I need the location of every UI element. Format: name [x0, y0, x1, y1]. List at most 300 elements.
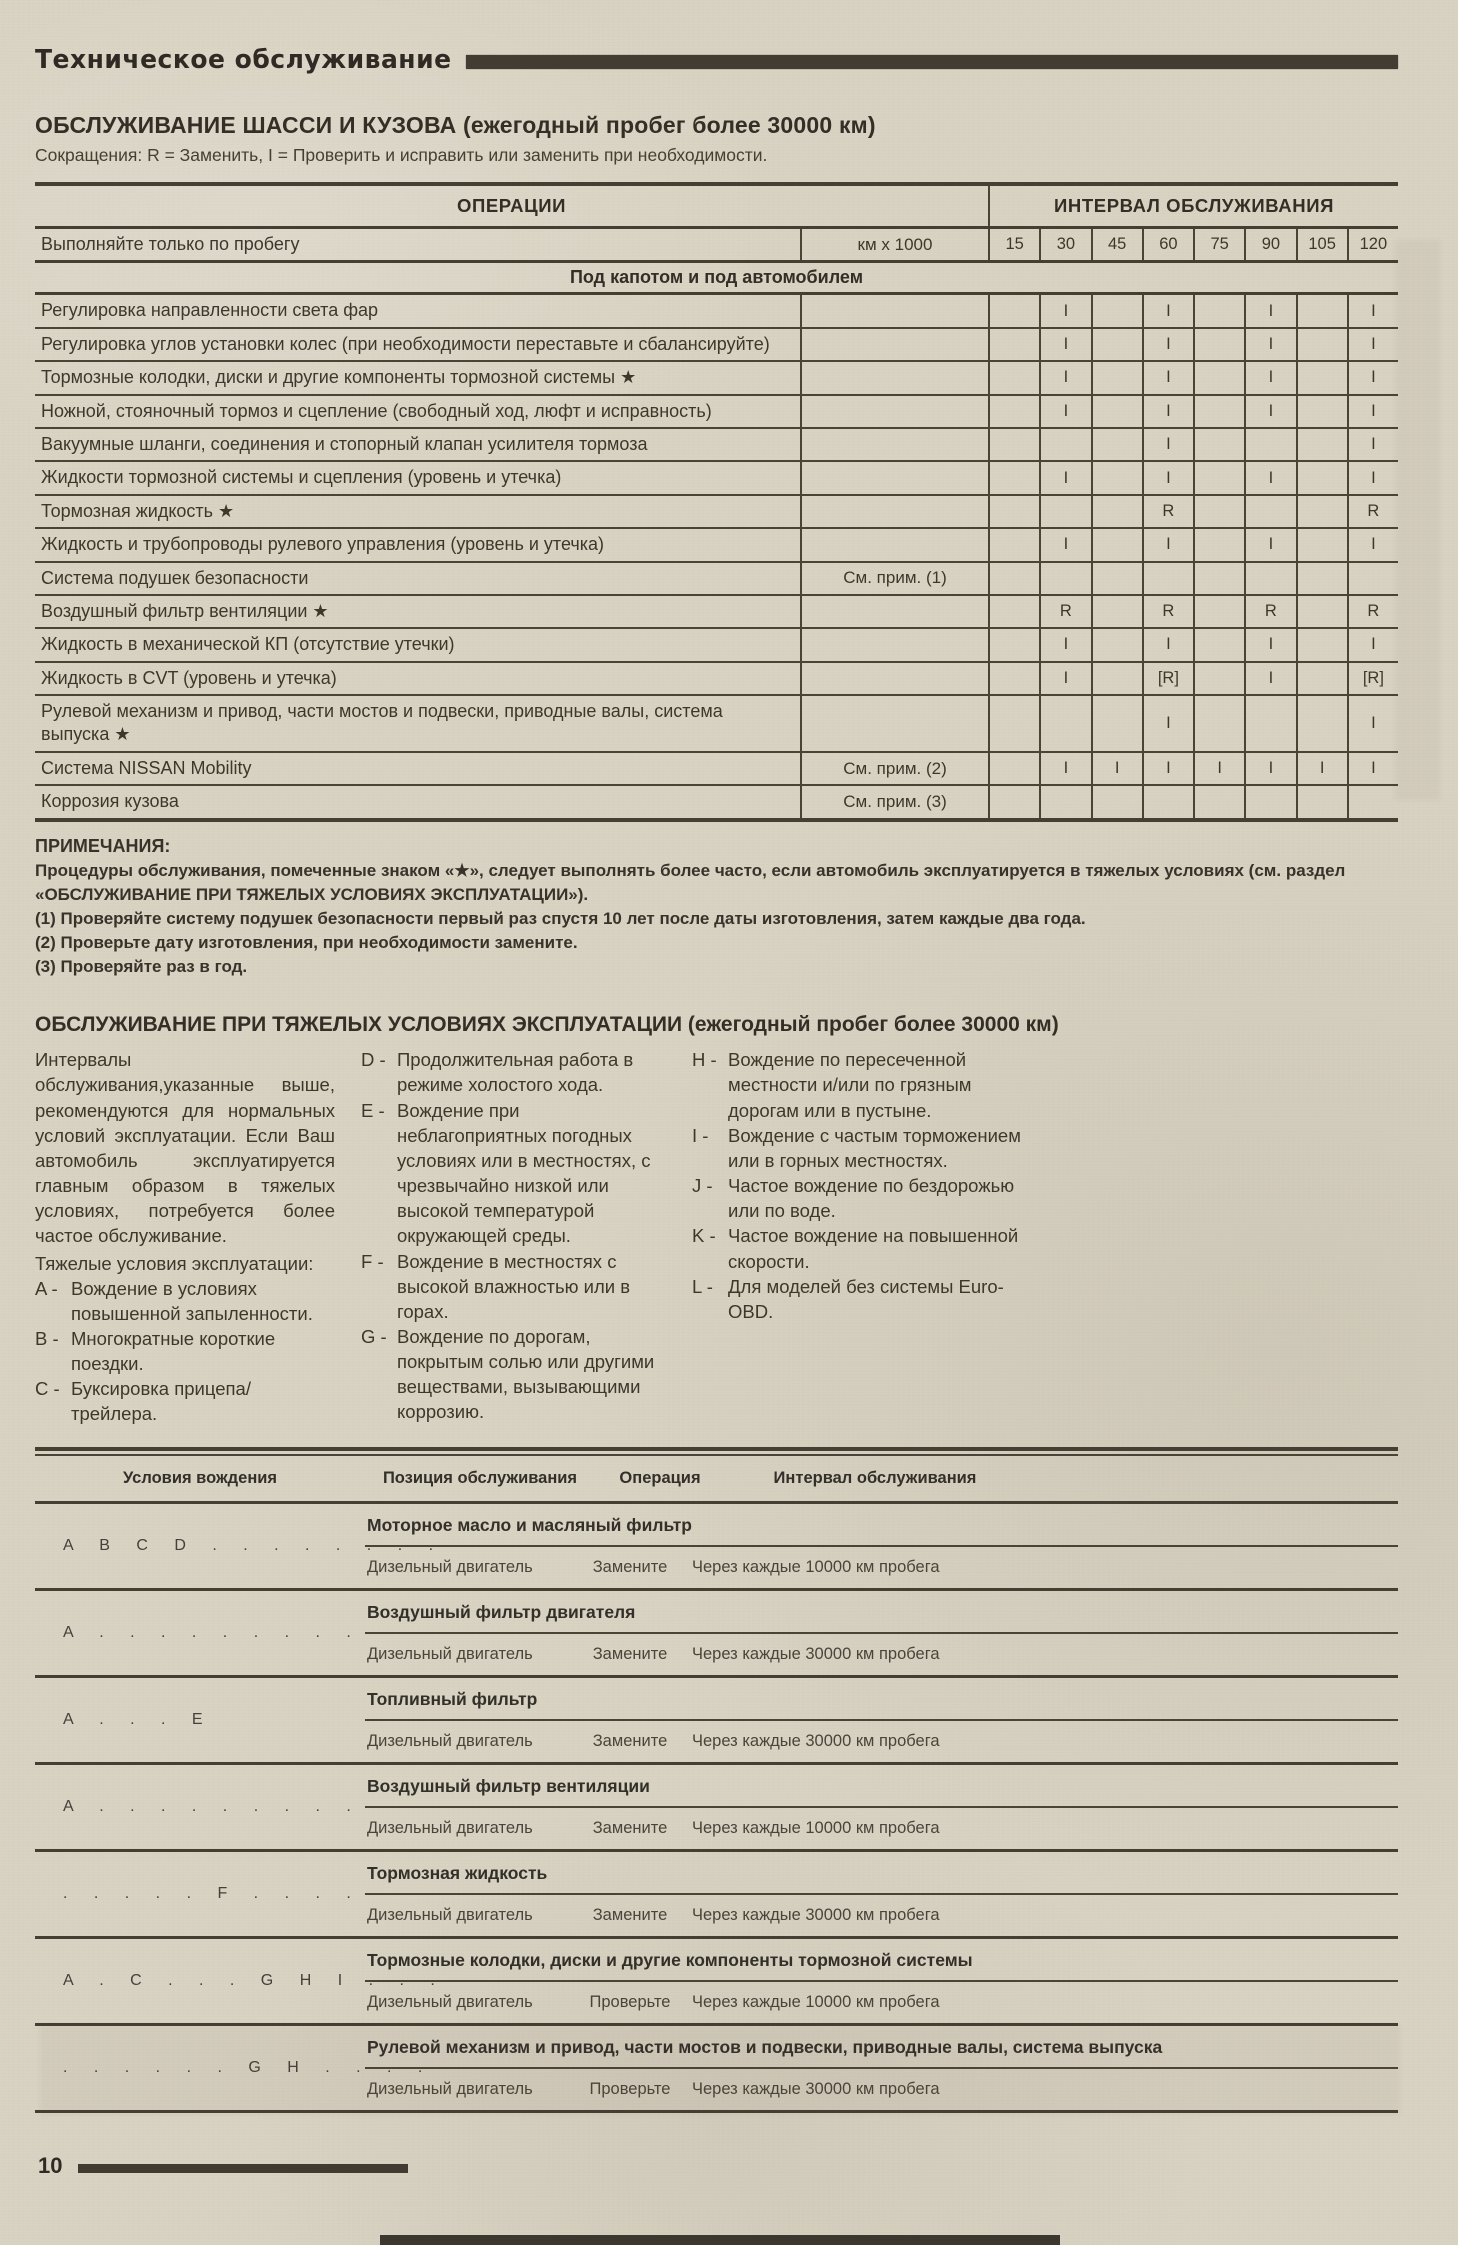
table-row — [35, 292, 1398, 326]
mark-cell — [988, 396, 1039, 427]
mark-cell: I — [1244, 462, 1295, 493]
mark-cell — [1296, 329, 1347, 360]
operation-note — [800, 429, 988, 460]
service-operation: Замените — [592, 1905, 668, 1924]
service-detail-row — [365, 1982, 1398, 2023]
mark-cell — [988, 329, 1039, 360]
mark-cell — [988, 786, 1039, 817]
operation-note: См. прим. (1) — [800, 563, 988, 594]
service-operation: Проверьте — [589, 2079, 671, 2098]
mark-cell — [988, 462, 1039, 493]
table-row — [35, 594, 1398, 627]
mark-cell — [1091, 329, 1142, 360]
mark-cell — [988, 529, 1039, 560]
mark-cell — [1091, 596, 1142, 627]
mark-cell: R — [1142, 596, 1193, 627]
service-position: Рулевой механизм и привод, части мостов и подвески, приводные валы, система выпуска — [365, 2026, 1398, 2069]
mark-cell — [1296, 629, 1347, 660]
group-detail — [365, 1852, 1398, 1936]
condition-letter: A - — [35, 1277, 58, 1299]
condition-text: Вождение при неблагоприятных погодных условиях или в местностях, с чрезвычайно низкой или высокой температурой окружающей среды. — [397, 1099, 651, 1247]
mark-cell — [1296, 663, 1347, 694]
mark-cell — [1244, 696, 1295, 751]
mark-cell — [1193, 429, 1244, 460]
service-interval: Через каждые 10000 км пробега — [692, 1992, 940, 2011]
section-header-row — [35, 260, 1398, 292]
engine-type: Дизельный двигатель — [367, 2079, 533, 2098]
table-row — [35, 460, 1398, 493]
operation-name: Регулировка углов установки колес (при необходимости переставьте и сбалансируйте) — [41, 333, 770, 354]
operation-name: Рулевой механизм и привод, части мостов и подвески, приводные валы, система выпуска ★ — [41, 701, 723, 745]
mark-cell — [1091, 396, 1142, 427]
mark-cell: I — [1142, 696, 1193, 751]
mark-cell: I — [1193, 753, 1244, 784]
mark-cell: I — [1039, 462, 1090, 493]
service-operation: Замените — [592, 1818, 668, 1837]
service-interval: Через каждые 30000 км пробега — [692, 1731, 940, 1750]
table-row — [35, 527, 1398, 560]
driving-conditions: A . . . . . . . . . — [63, 1797, 351, 1815]
condition-letter: K - — [692, 1225, 716, 1247]
table-row — [35, 327, 1398, 360]
service-group — [35, 1591, 1398, 1678]
operation-name: Коррозия кузова — [41, 791, 179, 812]
mark-cell — [1193, 362, 1244, 393]
engine-type: Дизельный двигатель — [367, 1644, 533, 1663]
interval-45: 45 — [1091, 229, 1142, 260]
service-position: Воздушный фильтр вентиляции — [365, 1765, 1398, 1808]
table-row — [35, 751, 1398, 784]
mark-cell — [1091, 786, 1142, 817]
footer-bar — [78, 2164, 408, 2173]
operation-name: Регулировка направленности света фар — [41, 300, 379, 321]
mark-cell — [988, 629, 1039, 660]
mark-cell: I — [1347, 329, 1398, 360]
operation-note — [800, 496, 988, 527]
mark-cell — [1193, 496, 1244, 527]
mark-cell: I — [1244, 753, 1295, 784]
severe-intro: Интервалы обслуживания,указанные выше, рекомендуются для нормальных условий эксплуатации. Если Ваш автомобиль эксплуатируется главным образом в тяжелых условиях, потребуется более частое обслуживание. — [35, 1049, 335, 1247]
mark-cell: I — [1347, 396, 1398, 427]
bleed-through — [1395, 240, 1440, 800]
condition-letter: C - — [35, 1378, 60, 1400]
mark-cell: I — [1142, 529, 1193, 560]
interval-90: 90 — [1244, 229, 1295, 260]
condition-text: Для моделей без системы Euro-OBD. — [728, 1275, 1004, 1322]
mark-cell — [1347, 786, 1398, 817]
condition-text: Вождение в условиях повышенной запыленности. — [71, 1277, 313, 1324]
running-head-bar — [466, 55, 1398, 69]
condition-text: Частое вождение на повышенной скорости. — [728, 1225, 1019, 1272]
severe-list-title: Тяжелые условия эксплуатации: — [35, 1252, 314, 1274]
operation-name: Воздушный фильтр вентиляции ★ — [41, 600, 329, 621]
condition-letter: G - — [361, 1325, 387, 1347]
mark-cell — [988, 663, 1039, 694]
mark-cell — [1039, 496, 1090, 527]
condition-text: Частое вождение по бездорожью или по воде. — [728, 1175, 1015, 1222]
operation-name: Жидкости тормозной системы и сцепления (уровень и утечка) — [41, 467, 562, 488]
col-header-conditions: Условия вождения — [122, 1468, 278, 1487]
group-detail — [365, 1939, 1398, 2023]
severe-conditions-columns — [35, 1047, 1398, 1426]
service-interval: Через каждые 30000 км пробега — [692, 2079, 940, 2098]
mark-cell: I — [1142, 362, 1193, 393]
operation-name: Система NISSAN Mobility — [41, 757, 252, 778]
service-operation: Замените — [592, 1731, 668, 1750]
interval-120: 120 — [1347, 229, 1398, 260]
operation-name: Ножной, стояночный тормоз и сцепление (свободный ход, люфт и исправность) — [41, 400, 712, 421]
mark-cell — [1193, 596, 1244, 627]
mark-cell: I — [1142, 462, 1193, 493]
mark-cell — [1039, 429, 1090, 460]
severe-column-1 — [35, 1047, 335, 1426]
operation-note — [800, 462, 988, 493]
condition-letter: L - — [692, 1275, 713, 1297]
note-item-2: (2) Проверьте дату изготовления, при необходимости замените. — [35, 933, 578, 953]
mark-cell — [1091, 429, 1142, 460]
mark-cell — [1091, 496, 1142, 527]
mark-cell — [1091, 529, 1142, 560]
condition-letter: F - — [361, 1250, 384, 1272]
condition-item — [361, 1249, 666, 1324]
mark-cell — [1244, 496, 1295, 527]
condition-letter: H - — [692, 1049, 717, 1071]
severe-column-3 — [692, 1047, 1022, 1426]
service-detail-row — [365, 1808, 1398, 1849]
col-header-position: Позиция обслуживания — [382, 1468, 578, 1487]
severe-column-2 — [361, 1047, 666, 1426]
running-head — [35, 38, 1398, 80]
condition-text: Вождение по дорогам, покрытым солью или другими веществами, вызывающими коррозию. — [397, 1325, 655, 1423]
mark-cell: I — [1244, 396, 1295, 427]
mark-cell — [1091, 563, 1142, 594]
severe-service-table — [35, 1447, 1398, 2113]
note-item-1: (1) Проверяйте систему подушек безопасности первый раз спустя 10 лет после даты изготовления, затем каждые два года. — [35, 908, 1086, 928]
mark-cell — [1091, 362, 1142, 393]
group-detail — [365, 1765, 1398, 1849]
mark-cell — [988, 496, 1039, 527]
section-header: Под капотом и под автомобилем — [569, 267, 864, 288]
mark-cell: I — [1039, 629, 1090, 660]
maintenance-schedule-table — [35, 182, 1398, 822]
service-interval: Через каждые 10000 км пробега — [692, 1557, 940, 1576]
mark-cell: I — [1039, 329, 1090, 360]
mark-cell: R — [1244, 596, 1295, 627]
mark-cell — [1296, 563, 1347, 594]
page-number: 10 — [38, 2153, 63, 2178]
table-row — [35, 360, 1398, 393]
operation-note — [800, 596, 988, 627]
mark-cell — [1193, 696, 1244, 751]
mark-cell — [1091, 696, 1142, 751]
interval-60: 60 — [1142, 229, 1193, 260]
service-interval: Через каждые 30000 км пробега — [692, 1644, 940, 1663]
mark-cell — [1296, 529, 1347, 560]
mark-cell: I — [1039, 663, 1090, 694]
mark-cell: I — [1347, 696, 1398, 751]
group-detail — [365, 1504, 1398, 1588]
mark-cell — [1296, 496, 1347, 527]
operation-note — [800, 295, 988, 326]
bottom-edge-bar — [380, 2235, 1060, 2245]
mileage-row-label: Выполняйте только по пробегу — [41, 234, 300, 254]
mark-cell: R — [1039, 596, 1090, 627]
condition-item — [692, 1223, 1022, 1273]
operation-note — [800, 696, 988, 751]
mark-cell — [1193, 629, 1244, 660]
severe-table-header — [35, 1454, 1398, 1504]
service-position: Тормозные колодки, диски и другие компоненты тормозной системы — [365, 1939, 1398, 1982]
mark-cell: I — [1142, 329, 1193, 360]
condition-item — [692, 1173, 1022, 1223]
abbreviations-note: Сокращения: R = Заменить, I = Проверить и исправить или заменить при необходимости. — [35, 145, 768, 165]
mark-cell: R — [1347, 496, 1398, 527]
mark-cell: I — [1244, 529, 1295, 560]
mark-cell — [1142, 563, 1193, 594]
operation-name: Вакуумные шланги, соединения и стопорный клапан усилителя тормоза — [41, 433, 648, 454]
operation-note — [800, 629, 988, 660]
col-header-spacer — [1025, 1456, 1398, 1501]
operation-note — [800, 529, 988, 560]
interval-header: ИНТЕРВАЛ ОБСЛУЖИВАНИЯ — [988, 186, 1398, 226]
notes-title: ПРИМЕЧАНИЯ: — [35, 835, 171, 856]
operation-name: Тормозная жидкость ★ — [41, 500, 235, 521]
mark-cell: I — [1244, 362, 1295, 393]
service-position: Топливный фильтр — [365, 1678, 1398, 1721]
mark-cell: I — [1347, 462, 1398, 493]
mark-cell: I — [1347, 429, 1398, 460]
mark-cell — [1296, 396, 1347, 427]
table-header-row — [35, 186, 1398, 226]
operation-name: Жидкость в механической КП (отсутствие утечки) — [41, 634, 455, 655]
operation-note — [800, 362, 988, 393]
table-row — [35, 694, 1398, 751]
col-header-interval: Интервал обслуживания — [773, 1468, 977, 1487]
bleed-through — [40, 2025, 1400, 2115]
mark-cell — [1193, 663, 1244, 694]
mark-cell — [1193, 462, 1244, 493]
mark-cell: I — [1039, 396, 1090, 427]
mark-cell — [1193, 786, 1244, 817]
mark-cell: I — [1039, 753, 1090, 784]
interval-75: 75 — [1193, 229, 1244, 260]
table-row — [35, 661, 1398, 694]
driving-conditions: . . . . . . G H . . . . — [63, 2058, 423, 2076]
mark-cell — [1193, 396, 1244, 427]
mark-cell — [1244, 429, 1295, 460]
mark-cell: I — [1039, 362, 1090, 393]
table-row — [35, 427, 1398, 460]
mark-cell — [988, 295, 1039, 326]
operations-header: ОПЕРАЦИИ — [456, 195, 566, 216]
mark-cell: I — [1347, 529, 1398, 560]
service-detail-row — [365, 1634, 1398, 1675]
group-detail — [365, 1591, 1398, 1675]
service-position: Моторное масло и масляный фильтр — [365, 1504, 1398, 1547]
service-detail-row — [365, 1895, 1398, 1936]
mark-cell: R — [1347, 596, 1398, 627]
condition-item — [361, 1098, 666, 1249]
mark-cell: I — [1347, 629, 1398, 660]
mark-cell: I — [1142, 396, 1193, 427]
service-detail-row — [365, 1721, 1398, 1762]
engine-type: Дизельный двигатель — [367, 1818, 533, 1837]
operation-note: См. прим. (2) — [800, 753, 988, 784]
mark-cell: I — [1347, 362, 1398, 393]
mark-cell — [1091, 295, 1142, 326]
mark-cell — [1296, 462, 1347, 493]
mark-cell — [1193, 329, 1244, 360]
operation-note — [800, 329, 988, 360]
mark-cell — [988, 696, 1039, 751]
condition-item — [361, 1047, 666, 1097]
table-row — [35, 394, 1398, 427]
mark-cell — [988, 362, 1039, 393]
mark-cell: R — [1142, 496, 1193, 527]
mark-cell — [1244, 786, 1295, 817]
condition-letter: B - — [35, 1327, 59, 1349]
mark-cell — [988, 429, 1039, 460]
mark-cell: I — [1244, 329, 1295, 360]
mark-cell — [1091, 629, 1142, 660]
service-position: Тормозная жидкость — [365, 1852, 1398, 1895]
condition-text: Многократные короткие поездки. — [71, 1327, 276, 1375]
service-operation: Замените — [592, 1557, 668, 1576]
mark-cell — [1193, 563, 1244, 594]
page-title: ОБСЛУЖИВАНИЕ ШАССИ И КУЗОВА (ежегодный пробег более 30000 км) — [35, 112, 876, 138]
condition-text: Буксировка прицепа/трейлера. — [71, 1378, 251, 1425]
mark-cell — [1091, 462, 1142, 493]
service-group — [35, 1504, 1398, 1591]
condition-text: Продолжительная работа в режиме холостого хода. — [397, 1049, 634, 1096]
severe-section-title: ОБСЛУЖИВАНИЕ ПРИ ТЯЖЕЛЫХ УСЛОВИЯХ ЭКСПЛУАТАЦИИ (ежегодный пробег более 30000 км) — [35, 1013, 1059, 1037]
mark-cell — [1296, 429, 1347, 460]
condition-item — [35, 1276, 335, 1326]
service-operation: Проверьте — [589, 1992, 671, 2011]
notes-block — [35, 836, 1398, 980]
mark-cell — [1091, 663, 1142, 694]
group-detail — [365, 1678, 1398, 1762]
mileage-unit: км x 1000 — [800, 229, 988, 260]
mark-cell — [1296, 362, 1347, 393]
mark-cell — [988, 753, 1039, 784]
note-item-3: (3) Проверяйте раз в год. — [35, 957, 248, 977]
mark-cell: I — [1142, 629, 1193, 660]
mark-cell — [988, 563, 1039, 594]
condition-letter: E - — [361, 1099, 385, 1121]
mark-cell: I — [1039, 295, 1090, 326]
mark-cell — [1296, 786, 1347, 817]
condition-item — [35, 1376, 335, 1426]
service-detail-row — [365, 1547, 1398, 1588]
mark-cell — [1039, 786, 1090, 817]
mark-cell: I — [1244, 629, 1295, 660]
mark-cell — [1296, 596, 1347, 627]
table-row — [35, 561, 1398, 594]
condition-item — [361, 1324, 666, 1425]
mark-cell — [1193, 295, 1244, 326]
mark-cell: I — [1244, 295, 1295, 326]
engine-type: Дизельный двигатель — [367, 1731, 533, 1750]
operation-name: Жидкость в CVT (уровень и утечка) — [41, 667, 337, 688]
condition-text: Вождение по пересеченной местности и/или по грязным дорогам или в пустыне. — [728, 1049, 972, 1121]
service-interval: Через каждые 30000 км пробега — [692, 1905, 940, 1924]
condition-letter: I - — [692, 1124, 709, 1146]
operation-name: Система подушек безопасности — [41, 567, 309, 588]
mark-cell: [R] — [1347, 663, 1398, 694]
operation-note — [800, 396, 988, 427]
operation-name: Жидкость и трубопроводы рулевого управления (уровень и утечка) — [41, 534, 605, 555]
service-group — [35, 1939, 1398, 2026]
mileage-header-row — [35, 226, 1398, 260]
mark-cell: I — [1296, 753, 1347, 784]
page-footer — [38, 2153, 408, 2179]
col-header-operation: Операция — [619, 1468, 701, 1487]
service-position: Воздушный фильтр двигателя — [365, 1591, 1398, 1634]
mark-cell — [988, 596, 1039, 627]
running-head-title: Техническое обслуживание — [35, 44, 452, 74]
notes-body: Процедуры обслуживания, помеченные знаком «★», следует выполнять более часто, если автомобиль эксплуатируется в тяжелых условиях (см. раздел «ОБСЛУЖИВАНИЕ ПРИ ТЯЖЕЛЫХ УСЛОВИЯХ ЭКСПЛУАТАЦИИ»). — [35, 860, 1346, 904]
mark-cell: I — [1347, 295, 1398, 326]
mark-cell — [1142, 786, 1193, 817]
condition-text: Вождение в местностях с высокой влажностью или в горах. — [397, 1250, 631, 1322]
driving-conditions: A . C . . . G H I . . . — [63, 1971, 435, 1989]
service-interval: Через каждые 10000 км пробега — [692, 1818, 940, 1837]
service-operation: Замените — [592, 1644, 668, 1663]
operation-note — [800, 663, 988, 694]
condition-text: Вождение с частым торможением или в горных местностях. — [728, 1124, 1021, 1171]
mark-cell: I — [1244, 663, 1295, 694]
engine-type: Дизельный двигатель — [367, 1557, 533, 1576]
mark-cell: I — [1091, 753, 1142, 784]
condition-item — [35, 1326, 335, 1376]
mark-cell: I — [1142, 429, 1193, 460]
service-group — [35, 1852, 1398, 1939]
mark-cell — [1039, 563, 1090, 594]
driving-conditions: . . . . . F . . . . — [63, 1884, 351, 1902]
mark-cell — [1296, 295, 1347, 326]
mark-cell: [R] — [1142, 663, 1193, 694]
mark-cell — [1296, 696, 1347, 751]
condition-letter: J - — [692, 1175, 713, 1197]
condition-item — [692, 1274, 1022, 1324]
mark-cell — [1039, 696, 1090, 751]
service-group — [35, 1765, 1398, 1852]
mark-cell: I — [1142, 295, 1193, 326]
mark-cell: I — [1039, 529, 1090, 560]
table-row — [35, 784, 1398, 817]
service-group — [35, 1678, 1398, 1765]
mark-cell: I — [1142, 753, 1193, 784]
condition-item — [692, 1047, 1022, 1122]
mark-cell — [1347, 563, 1398, 594]
mark-cell: I — [1347, 753, 1398, 784]
driving-conditions: A B C D . . . . . . . . — [63, 1536, 434, 1554]
condition-letter: D - — [361, 1049, 386, 1071]
driving-conditions: A . . . . . . . . . — [63, 1623, 351, 1641]
operation-note: См. прим. (3) — [800, 786, 988, 817]
mark-cell — [1193, 529, 1244, 560]
operation-name: Тормозные колодки, диски и другие компоненты тормозной системы ★ — [41, 367, 637, 388]
driving-conditions: A . . . E — [63, 1710, 203, 1728]
engine-type: Дизельный двигатель — [367, 1905, 533, 1924]
engine-type: Дизельный двигатель — [367, 1992, 533, 2011]
interval-30: 30 — [1039, 229, 1090, 260]
mark-cell — [1244, 563, 1295, 594]
interval-15: 15 — [988, 229, 1039, 260]
table-row — [35, 627, 1398, 660]
table-row — [35, 494, 1398, 527]
